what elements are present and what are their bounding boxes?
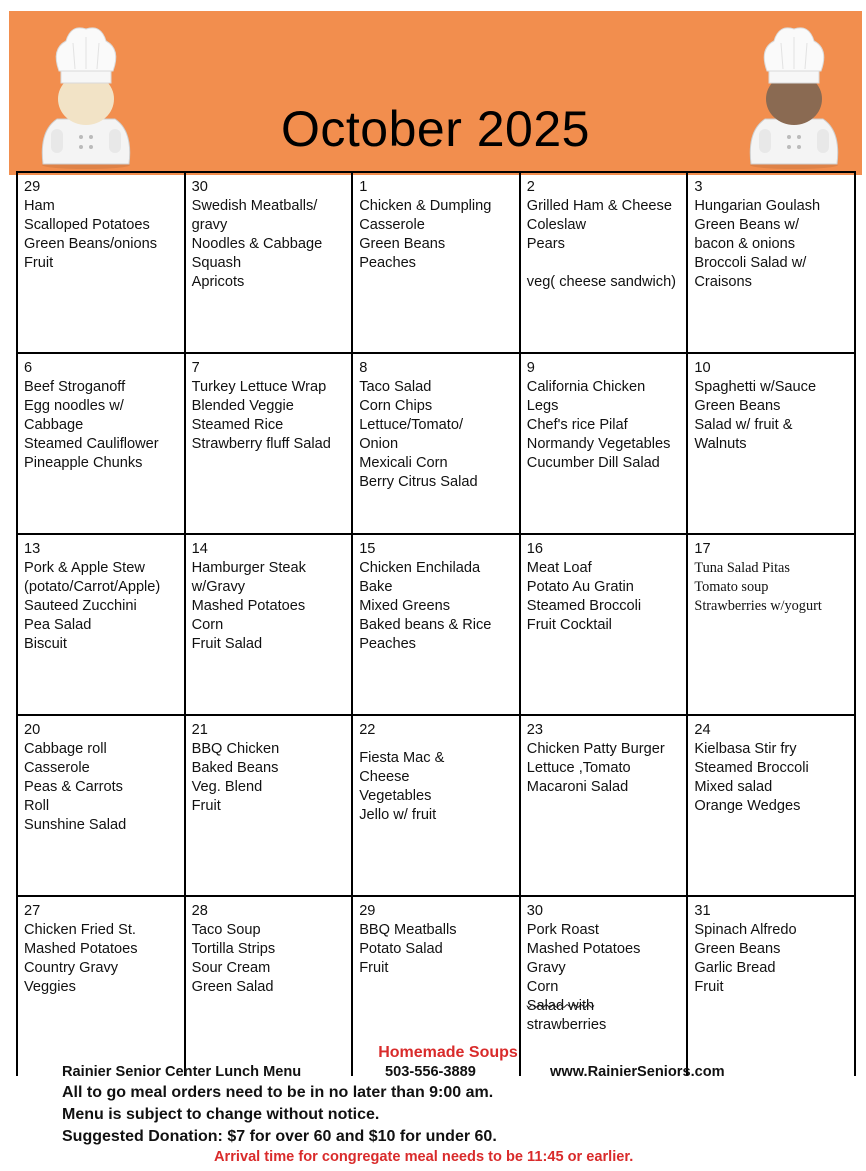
menu-item: Green Beans bbox=[694, 398, 781, 414]
menu-item: Sunshine Salad bbox=[24, 817, 127, 833]
menu-item: Roll bbox=[24, 798, 50, 814]
menu-item: Peaches bbox=[359, 636, 416, 652]
day-cell bbox=[687, 534, 855, 715]
menu-item: Strawberry fluff Salad bbox=[191, 436, 331, 452]
day-cell bbox=[17, 172, 185, 353]
menu-item: California Chicken bbox=[526, 379, 646, 395]
day-cell bbox=[17, 715, 185, 896]
menu-item: Gravy bbox=[526, 960, 566, 976]
day-number: 31 bbox=[694, 903, 711, 919]
menu-item: Corn Chips bbox=[359, 398, 433, 414]
day-number: 20 bbox=[24, 722, 41, 738]
menu-item: Squash bbox=[191, 255, 242, 271]
day-cell bbox=[352, 534, 520, 715]
day-cell bbox=[352, 172, 520, 353]
day-number: 29 bbox=[24, 179, 41, 195]
menu-item: Fruit bbox=[191, 798, 221, 814]
website-link[interactable]: www.RainierSeniors.com bbox=[550, 1064, 725, 1080]
menu-item: Fruit bbox=[359, 960, 389, 976]
day-cell bbox=[185, 353, 353, 534]
menu-item: Veggies bbox=[24, 979, 76, 995]
day-number: 14 bbox=[191, 541, 208, 557]
page-title: October 2025 bbox=[281, 101, 590, 157]
menu-item: BBQ Meatballs bbox=[359, 922, 457, 938]
donation-note: Suggested Donation: $7 for over 60 and $10 for under 60. bbox=[62, 1128, 497, 1145]
menu-item: Lettuce/Tomato/ bbox=[359, 417, 464, 433]
menu-item: veg( cheese sandwich) bbox=[526, 274, 677, 290]
menu-item: Casserole bbox=[24, 760, 90, 776]
menu-item: Sauteed Zucchini bbox=[24, 598, 137, 614]
day-number: 8 bbox=[359, 360, 368, 376]
menu-item: Green Beans w/ bbox=[694, 217, 800, 233]
menu-item: Corn bbox=[191, 617, 224, 633]
menu-item: bacon & onions bbox=[694, 236, 795, 252]
menu-item: Strawberries w/yogurt bbox=[694, 598, 822, 614]
day-cell bbox=[687, 715, 855, 896]
menu-item: gravy bbox=[191, 217, 228, 233]
menu-item: Taco Salad bbox=[359, 379, 432, 395]
menu-item: w/Gravy bbox=[191, 579, 246, 595]
day-cell bbox=[185, 172, 353, 353]
week-row bbox=[17, 534, 855, 715]
week-row bbox=[17, 353, 855, 534]
header-banner bbox=[9, 11, 862, 175]
menu-item: Fruit Salad bbox=[191, 636, 263, 652]
menu-item: Mixed salad bbox=[694, 779, 773, 795]
menu-item: Chicken Patty Burger bbox=[526, 741, 665, 757]
menu-item: Corn bbox=[526, 979, 559, 995]
phone-number: 503-556-3889 bbox=[385, 1064, 476, 1080]
menu-item: Steamed Cauliflower bbox=[24, 436, 159, 452]
menu-item: Tuna Salad Pitas bbox=[694, 560, 790, 576]
menu-item: Garlic Bread bbox=[694, 960, 776, 976]
day-number: 23 bbox=[526, 722, 544, 738]
menu-item: Green Beans bbox=[694, 941, 781, 957]
menu-item: Vegetables bbox=[359, 788, 432, 804]
menu-item: Scalloped Potatoes bbox=[24, 217, 150, 233]
day-number: 7 bbox=[191, 360, 200, 376]
menu-item: Taco Soup bbox=[191, 922, 261, 938]
day-cell bbox=[520, 534, 688, 715]
menu-item: Spaghetti w/Sauce bbox=[694, 379, 817, 395]
menu-item: Swedish Meatballs/ bbox=[191, 198, 318, 214]
menu-item: Baked Beans bbox=[191, 760, 279, 776]
menu-item: Pork Roast bbox=[526, 922, 599, 938]
week-row bbox=[17, 715, 855, 896]
menu-item: Fruit bbox=[694, 979, 724, 995]
menu-item: Mashed Potatoes bbox=[526, 941, 641, 957]
menu-item: Onion bbox=[359, 436, 399, 452]
menu-item: Broccoli Salad w/ bbox=[694, 255, 807, 271]
menu-calendar bbox=[16, 171, 856, 1076]
day-number: 6 bbox=[24, 360, 33, 376]
day-number: 13 bbox=[24, 541, 41, 557]
menu-item: Hungarian Goulash bbox=[694, 198, 821, 214]
menu-item: Biscuit bbox=[24, 636, 67, 652]
change-notice: Menu is subject to change without notice. bbox=[62, 1106, 380, 1123]
day-cell bbox=[185, 534, 353, 715]
day-number: 17 bbox=[694, 541, 711, 557]
menu-item: Pineapple Chunks bbox=[24, 455, 143, 471]
menu-item: Fruit Cocktail bbox=[526, 617, 612, 633]
menu-item: Chicken Fried St. bbox=[24, 922, 136, 938]
menu-item: Steamed Rice bbox=[191, 417, 284, 433]
day-cell bbox=[352, 715, 520, 896]
menu-item: Orange Wedges bbox=[694, 798, 801, 814]
menu-item: Salad w/ fruit & bbox=[694, 417, 793, 433]
menu-item: Salad with bbox=[526, 998, 595, 1014]
menu-item: Kielbasa Stir fry bbox=[694, 741, 797, 757]
menu-item: Country Gravy bbox=[24, 960, 119, 976]
menu-item: Meat Loaf bbox=[526, 560, 592, 576]
day-number: 9 bbox=[526, 360, 535, 376]
menu-item: Steamed Broccoli bbox=[694, 760, 809, 776]
day-number: 29 bbox=[359, 903, 376, 919]
menu-item: Apricots bbox=[191, 274, 245, 290]
menu-item: Casserole bbox=[359, 217, 425, 233]
menu-item: Normandy Vegetables bbox=[526, 436, 671, 452]
menu-item: Macaroni Salad bbox=[526, 779, 629, 795]
day-cell bbox=[185, 715, 353, 896]
day-number: 10 bbox=[694, 360, 711, 376]
day-cell bbox=[17, 353, 185, 534]
menu-item: Cheese bbox=[359, 769, 410, 785]
menu-item: Peas & Carrots bbox=[24, 779, 123, 795]
menu-item: Fruit bbox=[24, 255, 54, 271]
menu-item: Green Beans bbox=[359, 236, 446, 252]
menu-item: Pea Salad bbox=[24, 617, 92, 633]
day-number: 24 bbox=[694, 722, 711, 738]
menu-item: Chef's rice Pilaf bbox=[526, 417, 628, 433]
menu-item: Jello w/ fruit bbox=[359, 807, 437, 823]
day-number: 15 bbox=[359, 541, 376, 557]
menu-item: Potato Au Gratin bbox=[526, 579, 634, 595]
menu-item: Pears bbox=[526, 236, 565, 252]
day-number: 28 bbox=[191, 903, 208, 919]
menu-item: Fiesta Mac & bbox=[359, 750, 445, 766]
menu-item: Egg noodles w/ bbox=[24, 398, 124, 414]
menu-item bbox=[527, 254, 683, 273]
day-number: 1 bbox=[359, 179, 368, 195]
week-row bbox=[17, 172, 855, 353]
menu-item: Grilled Ham & Cheese bbox=[526, 198, 672, 214]
day-cell bbox=[520, 172, 688, 353]
menu-item: Green Beans/onions bbox=[24, 236, 158, 252]
menu-item: Beef Stroganoff bbox=[24, 379, 126, 395]
day-cell bbox=[352, 353, 520, 534]
day-number: 27 bbox=[24, 903, 41, 919]
menu-item: Noodles & Cabbage bbox=[191, 236, 323, 252]
menu-item: Coleslaw bbox=[526, 217, 586, 233]
day-number: 2 bbox=[526, 179, 535, 195]
menu-item: Pork & Apple Stew bbox=[24, 560, 145, 576]
menu-item: Steamed Broccoli bbox=[526, 598, 642, 614]
arrival-time-note: Arrival time for congregate meal needs to be 11:45 or earlier. bbox=[214, 1149, 634, 1165]
menu-item: Tortilla Strips bbox=[191, 941, 276, 957]
menu-item: Baked beans & Rice bbox=[359, 617, 492, 633]
menu-item: BBQ Chicken bbox=[191, 741, 280, 757]
menu-item: Mixed Greens bbox=[359, 598, 451, 614]
menu-item: Cabbage roll bbox=[24, 741, 107, 757]
menu-item: Peaches bbox=[359, 255, 416, 271]
day-cell bbox=[687, 172, 855, 353]
menu-item: Mashed Potatoes bbox=[191, 598, 306, 614]
day-number: 30 bbox=[526, 903, 544, 919]
day-number: 22 bbox=[359, 722, 376, 738]
menu-item: Turkey Lettuce Wrap bbox=[191, 379, 327, 395]
day-number: 16 bbox=[526, 541, 544, 557]
menu-item: Sour Cream bbox=[191, 960, 271, 976]
menu-item: Hamburger Steak bbox=[191, 560, 306, 576]
menu-item: Lettuce ,Tomato bbox=[526, 760, 631, 776]
menu-item: Potato Salad bbox=[359, 941, 443, 957]
day-number: 21 bbox=[191, 722, 208, 738]
day-cell bbox=[687, 353, 855, 534]
menu-item: Veg. Blend bbox=[191, 779, 263, 795]
homemade-soups-note: Homemade Soups bbox=[378, 1044, 518, 1061]
chef-mascot-icon bbox=[739, 19, 849, 169]
center-name: Rainier Senior Center Lunch Menu bbox=[62, 1064, 302, 1080]
menu-item: (potato/Carrot/Apple) bbox=[24, 579, 161, 595]
menu-item: Spinach Alfredo bbox=[694, 922, 797, 938]
menu-item: Mexicali Corn bbox=[359, 455, 448, 471]
menu-item: Mashed Potatoes bbox=[24, 941, 138, 957]
menu-item: Chicken & Dumpling bbox=[359, 198, 492, 214]
day-number: 3 bbox=[694, 179, 703, 195]
togo-order-note: All to go meal orders need to be in no later than 9:00 am. bbox=[62, 1084, 494, 1101]
menu-item: Chicken Enchilada bbox=[359, 560, 481, 576]
day-cell bbox=[520, 715, 688, 896]
menu-item: Tomato soup bbox=[694, 579, 769, 595]
menu-item: Cucumber Dill Salad bbox=[526, 455, 660, 471]
menu-item: Berry Citrus Salad bbox=[359, 474, 478, 490]
menu-item: Walnuts bbox=[694, 436, 747, 452]
menu-item: Blended Veggie bbox=[191, 398, 294, 414]
menu-item: Green Salad bbox=[191, 979, 274, 995]
menu-item: Legs bbox=[526, 398, 559, 414]
day-cell bbox=[520, 353, 688, 534]
day-number: 30 bbox=[191, 179, 208, 195]
menu-item: Craisons bbox=[694, 274, 752, 290]
menu-item: Bake bbox=[359, 579, 393, 595]
menu-item: Ham bbox=[24, 198, 55, 214]
menu-item: strawberries bbox=[526, 1017, 607, 1033]
menu-item: Cabbage bbox=[24, 417, 84, 433]
day-cell bbox=[17, 534, 185, 715]
